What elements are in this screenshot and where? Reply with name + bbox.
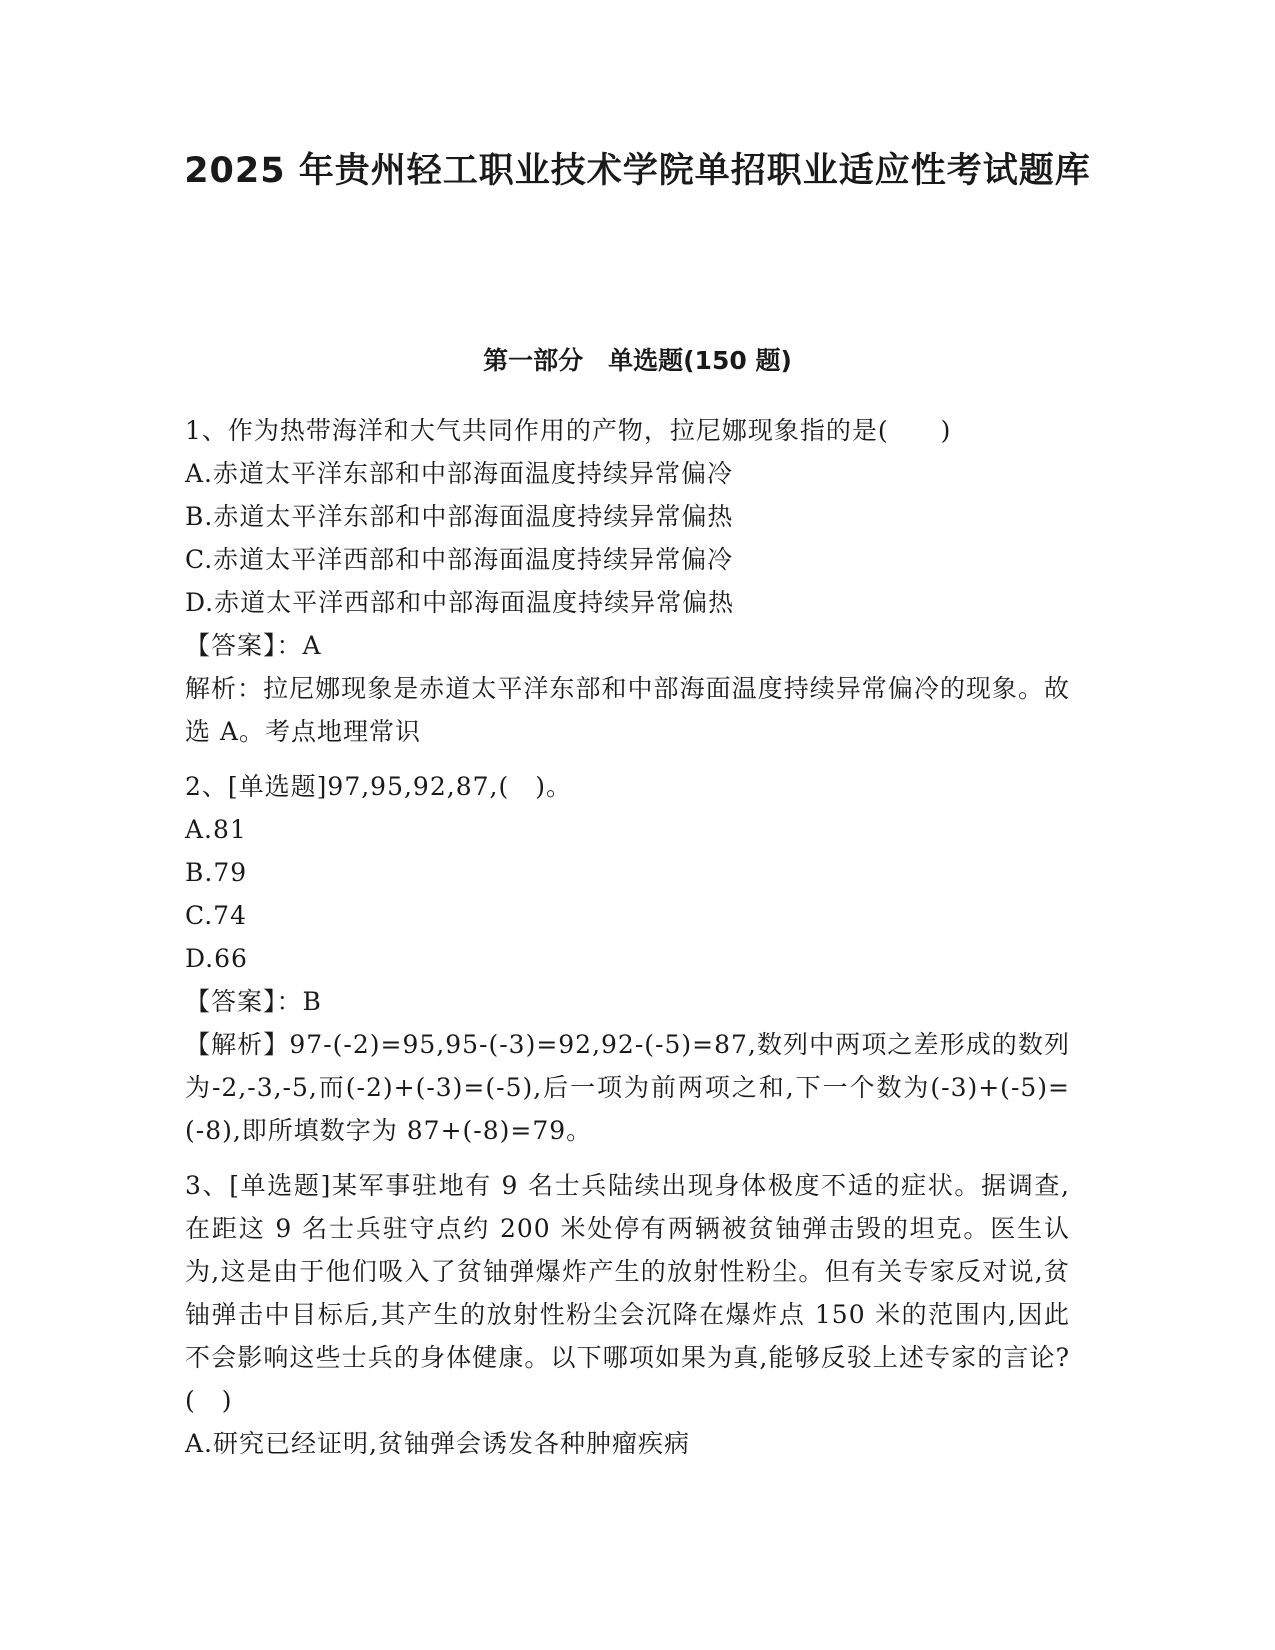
question-stem: 3、[单选题]某军事驻地有 9 名士兵陆续出现身体极度不适的症状。据调查,在距这 9 名士兵驻守点约 200 米处停有两辆被贫铀弹击毁的坦克。医生认为,这是由于他们吸入了贫铀弹爆炸产生的放射性粉尘。但有关专家反对说,贫铀弹击中目标后,其产生的放射性粉尘会沉降在爆炸点 150 米的范围内,因此不会影响这些士兵的身体健康。以下哪项如果为真,能够反驳上述专家的言论?( ) bbox=[185, 1171, 1070, 1415]
option-a: A.81 bbox=[185, 815, 247, 844]
answer-label: 【答案】：B bbox=[185, 987, 322, 1016]
option-b: B.赤道太平洋东部和中部海面温度持续异常偏热 bbox=[185, 502, 734, 531]
explanation-text: 【解析】97-(-2)=95,95-(-3)=92,92-(-5)=87,数列中两项之差形成的数列为-2,-3,-5,而(-2)+(-3)=(-5),后一项为前两项之和,下一个数为(-3)+(-5)=(-8),即所填数字为 87+(-8)=79。 bbox=[185, 1030, 1070, 1145]
question-3 bbox=[185, 1164, 1070, 1465]
document-title: 2025 年贵州轻工职业技术学院单招职业适应性考试题库 bbox=[184, 151, 1091, 191]
section-heading: 第一部分 单选题(150 题) bbox=[483, 346, 792, 375]
question-stem: 1、作为热带海洋和大气共同作用的产物，拉尼娜现象指的是( ) bbox=[185, 416, 952, 445]
explanation-text: 解析：拉尼娜现象是赤道太平洋东部和中部海面温度持续异常偏冷的现象。故选 A。考点地理常识 bbox=[185, 674, 1070, 746]
question-stem: 2、[单选题]97,95,92,87,( )。 bbox=[185, 772, 572, 801]
option-c: C.74 bbox=[185, 901, 247, 930]
option-d: D.66 bbox=[185, 944, 248, 973]
question-list bbox=[185, 409, 1070, 1477]
option-a: A.赤道太平洋东部和中部海面温度持续异常偏冷 bbox=[185, 459, 734, 488]
answer-label: 【答案】：A bbox=[185, 631, 322, 660]
option-c: C.赤道太平洋西部和中部海面温度持续异常偏冷 bbox=[185, 545, 734, 574]
option-a: A.研究已经证明,贫铀弹会诱发各种肿瘤疾病 bbox=[185, 1429, 690, 1458]
option-d: D.赤道太平洋西部和中部海面温度持续异常偏热 bbox=[185, 588, 735, 617]
question-2 bbox=[185, 765, 1070, 1152]
question-1 bbox=[185, 409, 1070, 753]
option-b: B.79 bbox=[185, 858, 248, 887]
